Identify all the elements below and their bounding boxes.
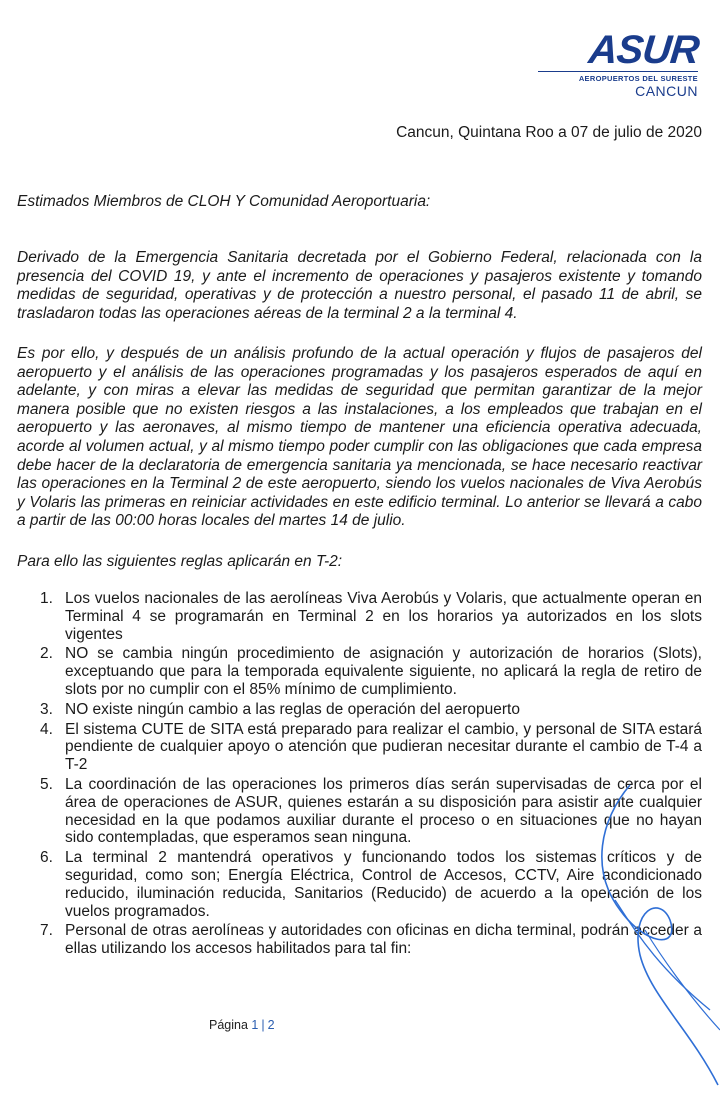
page-footer xyxy=(209,1018,275,1032)
footer-current-page: 1 xyxy=(251,1018,259,1032)
rule-item xyxy=(17,590,702,643)
asur-logo xyxy=(538,28,701,99)
logo-brand: ASUR xyxy=(586,28,701,72)
rule-item xyxy=(17,645,702,698)
footer-total-pages: 2 xyxy=(267,1018,275,1032)
rule-number: 3. xyxy=(40,700,53,718)
rule-number: 2. xyxy=(40,645,53,663)
date-line: Cancun, Quintana Roo a 07 de julio de 2020 xyxy=(396,124,702,141)
handwritten-signature xyxy=(560,780,720,1100)
rule-number: 5. xyxy=(40,775,53,793)
rule-number: 4. xyxy=(40,720,53,738)
rule-number: 6. xyxy=(40,849,53,867)
rule-item xyxy=(17,701,702,719)
logo-subtitle: AEROPUERTOS DEL SURESTE xyxy=(538,71,698,83)
logo-city: CANCUN xyxy=(635,83,698,99)
rule-text: Personal de otras aerolíneas y autoridades con oficinas en dicha terminal, podrán acceder a ellas utilizando los accesos habilitados para tal fin: xyxy=(65,922,702,958)
rule-text: NO existe ningún cambio a las reglas de operación del aeropuerto xyxy=(65,700,520,718)
rule-number: 7. xyxy=(40,922,53,940)
rule-text: NO se cambia ningún procedimiento de asignación y autorización de horarios (Slots), exceptuando que para la temporada equivalente siguiente, no aplicará la regla de retiro de slots por no cumplir con el 85% mínimo de cumplimiento. xyxy=(65,645,702,698)
rule-text: Los vuelos nacionales de las aerolíneas Viva Aerobús y Volaris, que actualmente operan en Terminal 4 se programarán en Terminal 2 en los horarios ya autorizados en los slots vigentes xyxy=(65,590,702,643)
paragraph-2: Es por ello, y después de un análisis profundo de la actual operación y flujos de pasajeros del aeropuerto y el análisis de las operaciones programadas y los pasajeros esperados de aquí en adelante, y con miras a elevar las medidas de seguridad que permitan garantizar de la mejor manera posible que no existen riesgos a las instalaciones, a los empleados que trabajan en el aeropuerto y las aeronaves, al mismo tiempo de mantener una eficiencia operativa adecuada, acorde al volumen actual, y al mismo tiempo poder cumplir con las obligaciones que cada empresa debe hacer de la declaratoria de emergencia sanitaria ya mencionada, se hace necesario reactivar las operaciones en la Terminal 2 de este aeropuerto, siendo los vuelos nacionales de Viva Aerobús y Volaris las primeras en reiniciar actividades en este edificio terminal. Lo anterior se llevará a cabo a partir de las 00:00 horas locales del martes 14 de julio. xyxy=(17,345,702,530)
rule-item xyxy=(17,721,702,774)
footer-label: Página xyxy=(209,1018,248,1032)
rule-text: La coordinación de las operaciones los primeros días serán supervisadas de cerca por el área de operaciones de ASUR, quienes estarán a su disposición para asistir ante cualquier necesidad en la que podamos auxiliar durante el proceso o en situaciones que no hayan sido contempladas, que esperamos sean ninguna. xyxy=(65,775,702,847)
rule-text: La terminal 2 mantendrá operativos y funcionando todos los sistemas críticos y de seguridad, como son; Energía Eléctrica, Control de Accesos, CCTV, Aire acondicionado reducido, iluminación reducida, Sanitarios (Reducido) de acuerdo a la operación de los vuelos programados. xyxy=(65,849,702,920)
footer-separator: | xyxy=(261,1018,265,1032)
rule-number: 1. xyxy=(40,590,53,607)
salutation: Estimados Miembros de CLOH Y Comunidad Aeroportuaria: xyxy=(17,193,431,210)
rules-intro: Para ello las siguientes reglas aplicarán en T-2: xyxy=(17,553,343,570)
rule-text: El sistema CUTE de SITA está preparado para realizar el cambio, y personal de SITA estará pendiente de cualquier apoyo o atención que pudieran necesitar durante el cambio de T-4 a T-2 xyxy=(65,720,702,774)
paragraph-1: Derivado de la Emergencia Sanitaria decretada por el Gobierno Federal, relacionada con la presencia del COVID 19, y ante el incremento de operaciones y pasajeros existente y tomando medidas de seguridad, operativas y de protección a nuestro personal, el pasado 11 de abril, se trasladaron todas las operaciones aéreas de la terminal 2 a la terminal 4. xyxy=(17,249,702,322)
